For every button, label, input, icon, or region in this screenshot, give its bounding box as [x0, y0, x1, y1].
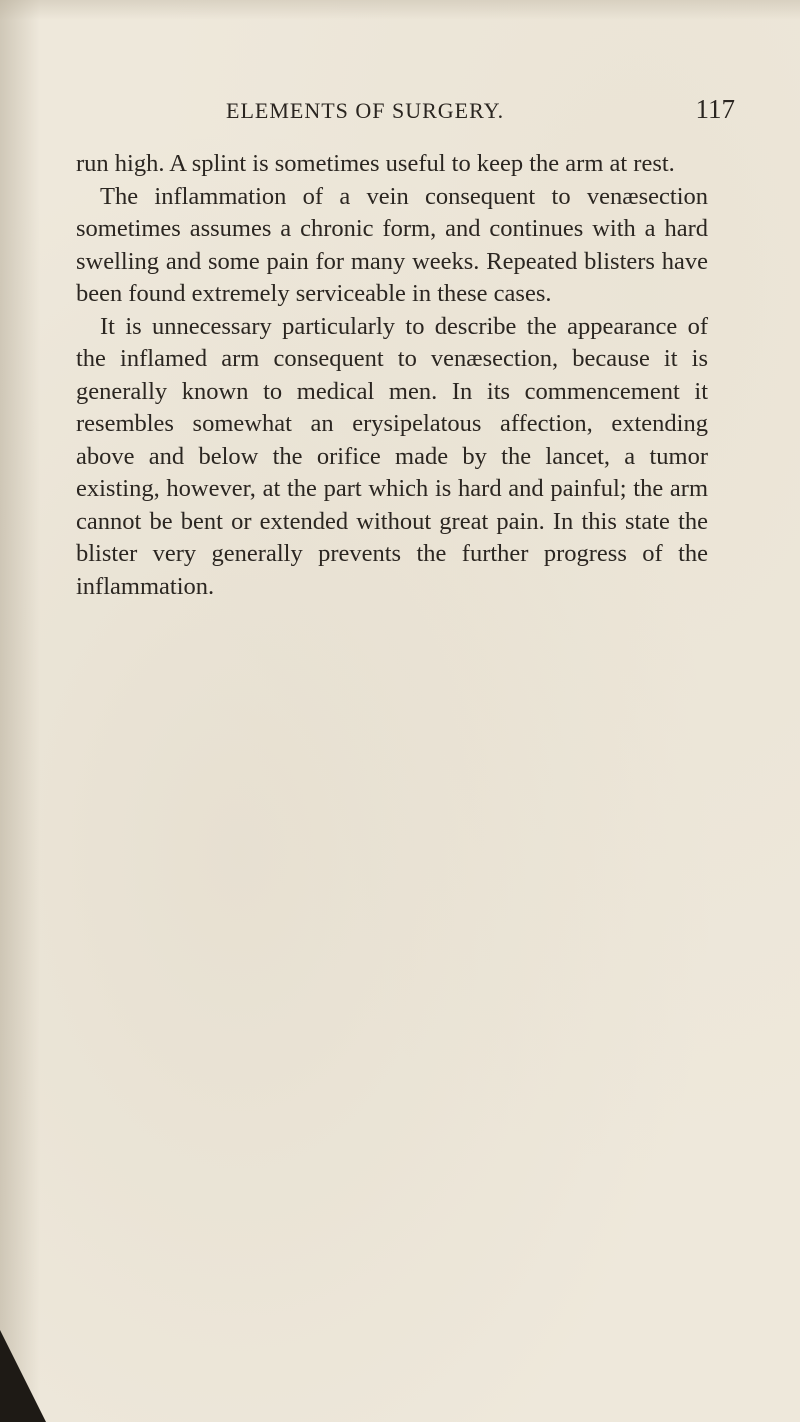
paragraph-continuation: run high. A splint is sometimes useful to keep the arm at rest.	[76, 150, 675, 177]
scan-corner-mark	[0, 1330, 46, 1422]
paragraph-inflamed-arm: It is unnecessary particularly to describe the appearance of the inflamed arm consequent to venæsection, because it is generally known to medical men. In its commencement it resembles somewhat an erysipelatous affection, extending above and below the orifice made by the lancet, a tumor existing, however, at the part which is hard and painful; the arm cannot be bent or extended without great pain. In this state the blister very generally prevents the further progress of the inflammation.	[76, 312, 708, 600]
running-head	[180, 92, 735, 128]
paragraph-chronic-inflammation: The inflammation of a vein consequent to venæsection sometimes assumes a chronic form, and continues with a hard swelling and some pain for many weeks. Repeated blisters have been found extremely serviceable in these cases.	[76, 182, 708, 307]
page-number: 117	[695, 94, 735, 124]
running-title: ELEMENTS OF SURGERY.	[226, 98, 505, 123]
top-edge-shadow	[0, 0, 800, 20]
body-text	[76, 148, 708, 603]
spine-shadow	[0, 0, 40, 1422]
